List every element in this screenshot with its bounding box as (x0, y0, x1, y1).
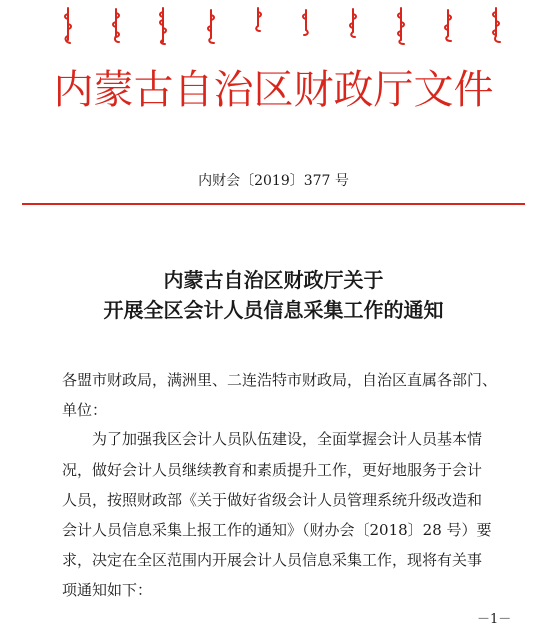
mongolian-script-icon (205, 6, 217, 46)
mongolian-glyph (208, 10, 214, 43)
document-title-line-2: 开展全区会计人员信息采集工作的通知 (103, 298, 444, 322)
body-line: 人员，按照财政部《关于做好省级会计人员管理系统升级改造和 (62, 491, 483, 509)
mongolian-glyph (303, 10, 308, 35)
mongolian-script-icon (395, 6, 407, 46)
mongolian-script-icon (347, 6, 359, 46)
document-title-line-1: 内蒙古自治区财政厅关于 (163, 268, 384, 292)
document-number: 内财会〔2019〕377 号 (198, 173, 349, 189)
body-line: 求，决定在全区范围内开展会计人员信息采集工作，现将有关事 (62, 551, 483, 569)
mongolian-glyph (350, 9, 356, 37)
body-line: 为了加强我区会计人员队伍建设，全面掌握会计人员基本情 (62, 430, 483, 448)
mongolian-glyph (256, 8, 261, 31)
mongolian-script-header (62, 6, 502, 50)
org-title: 内蒙古自治区财政厅文件 (53, 67, 494, 113)
mongolian-glyph (493, 8, 500, 42)
mongolian-script-icon (442, 6, 454, 46)
mongolian-script-icon (300, 6, 312, 46)
body-line: 各盟市财政局，满洲里、二连浩特市财政局，自治区直属各部门、 (62, 371, 498, 389)
mongolian-glyph (398, 8, 404, 44)
body-line: 况，做好会计人员继续教育和素质提升工作，更好地服务于会计 (62, 461, 483, 479)
mongolian-script-icon (157, 6, 169, 46)
mongolian-script-icon (62, 6, 74, 46)
mongolian-script-icon (252, 6, 264, 46)
mongolian-glyph (65, 8, 71, 43)
red-divider (22, 203, 525, 205)
body-line: 会计人员信息采集上报工作的通知》（财办会〔2018〕28 号）要 (62, 521, 492, 539)
page-number: －1－ (477, 612, 512, 627)
body-line: 单位： (62, 401, 108, 419)
mongolian-glyph (113, 9, 119, 42)
mongolian-script-icon (110, 6, 122, 46)
mongolian-glyph (160, 8, 166, 44)
mongolian-script-icon (490, 6, 502, 46)
mongolian-glyph (445, 10, 451, 41)
body-line: 项通知如下： (62, 581, 153, 599)
